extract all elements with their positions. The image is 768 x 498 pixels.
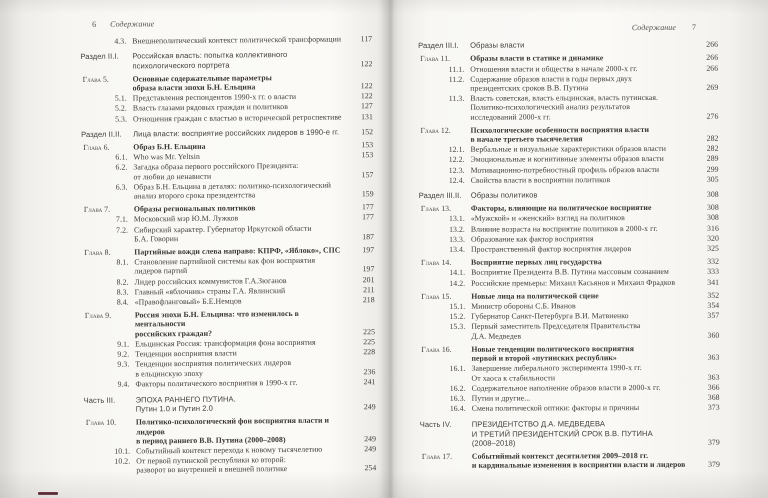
toc-entry-chapter [419, 203, 719, 214]
entry-label: Глава 14. [421, 258, 452, 268]
entry-page-number: 308 [706, 189, 719, 199]
entry-label: 15.1. [449, 301, 466, 311]
toc-entry-sub [419, 311, 719, 322]
entry-title: Лица власти: восприятие российских лидеров в 1990-е гг. [133, 127, 340, 139]
entry-title: Первый заместитель Председателя Правительства Д.А. Медведев [471, 321, 641, 341]
entry-label: Глава 13. [420, 204, 452, 214]
toc-entry-sub [419, 175, 719, 186]
entry-title: Образ Б.Н. Ельцина в деталях: политико-психологический анализ второго срока президентства [133, 180, 332, 201]
entry-title: Новые тенденции политического восприятия первой и второй «путинских республик» [471, 343, 634, 363]
left-page-entries [80, 34, 376, 475]
entry-label: Часть IV. [419, 420, 452, 430]
entry-page-number: 152 [361, 127, 374, 137]
entry-label: 5.3. [115, 114, 127, 124]
entry-label: Глава 8. [84, 247, 111, 258]
toc-entry-section [419, 190, 719, 201]
entry-label: Глава 7. [83, 204, 111, 215]
toc-entry-chapter [83, 308, 375, 338]
left-page-number: 6 [91, 19, 97, 29]
entry-page-number: 159 [361, 189, 374, 199]
entry-page-number: 249 [363, 402, 376, 412]
toc-entry-sub [419, 244, 719, 255]
entry-title: Партийные вожди слева направо: КПРФ, «Яблоко», СПС [134, 245, 341, 257]
entry-title: Становление партийной системы как фон восприятия лидеров партий [134, 256, 316, 276]
toc-entry-sub [82, 223, 374, 244]
entry-page-number: 249 [364, 444, 377, 454]
toc-entry-sub [419, 144, 719, 155]
entry-title: Образование как фактор восприятия [470, 234, 594, 244]
entry-title: Вербальные и визуальные характеристики образов власти [470, 144, 666, 155]
entry-label: 6.2. [115, 162, 128, 173]
entry-page-number: 153 [361, 140, 374, 150]
toc-entry-sub [419, 301, 719, 312]
toc-entry-sub [83, 295, 375, 307]
entry-title: Сибирский характер. Губернатор Иркутской области Б.А. Говорин [133, 223, 312, 244]
entry-title: Российские премьеры: Михаил Касьянов и Михаил Фрадков [471, 277, 676, 288]
entry-title: Россия эпохи Б.Н. Ельцина: что изменилось в ментальности российских граждан? [134, 309, 299, 339]
toc-entry-sub [419, 277, 719, 288]
entry-page-number: 276 [706, 111, 719, 121]
entry-label: 9.2. [117, 349, 130, 359]
entry-title: Внешнеполитический контекст политической трансформации [132, 34, 342, 46]
entry-title: Московский мэр Ю.М. Лужков [133, 213, 239, 224]
entry-label: 12.2. [448, 155, 465, 165]
entry-label: Раздел II.I. [80, 52, 119, 62]
entry-page-number: 305 [706, 174, 719, 184]
entry-title: Содержание образов власти в годы первых двух президентских сроков В.В. Путина [470, 73, 632, 93]
toc-entry-sub [418, 74, 718, 94]
toc-entry-chapter [418, 125, 718, 145]
entry-page-number: 127 [360, 101, 373, 111]
toc-entry-chapter [81, 72, 373, 93]
right-page-entries [418, 40, 720, 470]
entry-title: Образы региональных политиков [133, 203, 256, 214]
page-gutter-shadow [377, 0, 405, 498]
toc-entry-part [420, 419, 720, 448]
toc-entry-sub [81, 161, 373, 182]
toc-entry-sub [420, 382, 720, 393]
entry-title: «Мужской» и «женский» взгляд на политиков [470, 213, 625, 224]
entry-title: Восприятие Президента В.В. Путина массовым сознанием [471, 267, 669, 278]
entry-page-number: 122 [360, 81, 373, 91]
entry-title: Представления респондентов 1990-х гг. о власти [132, 92, 297, 103]
left-header-label: Содержание [110, 19, 155, 29]
entry-page-number: 201 [362, 274, 375, 284]
entry-label: 12.3. [448, 165, 465, 175]
entry-label: 13.4. [449, 244, 466, 254]
entry-page-number: 225 [363, 337, 376, 347]
entry-page-number: 341 [707, 277, 720, 287]
entry-page-number: 316 [707, 223, 719, 233]
entry-title: Власть глазами рядовых граждан и политиков [132, 102, 288, 113]
entry-title: Тенденции восприятия власти [135, 348, 237, 359]
entry-label: 9.4. [117, 379, 130, 389]
entry-page-number: 153 [361, 150, 374, 160]
entry-title: Факторы политического восприятия в 1990-х гг. [135, 377, 298, 389]
entry-title: Восприятие первых лиц государства [471, 257, 602, 268]
entry-title: Путин и другие... [471, 393, 531, 403]
entry-title: Событийный контекст перехода к новому тысячелетию [136, 444, 323, 456]
entry-page-number: 373 [707, 402, 720, 412]
entry-title: Событийный контекст десятилетия 2009–2018 гг. и кардинальные изменения в восприятии власти и лидеров [471, 450, 686, 470]
entry-page-number: 266 [706, 53, 719, 63]
entry-page-number: 282 [706, 133, 719, 143]
entry-page-number: 197 [362, 245, 375, 255]
entry-label: 9.1. [117, 339, 130, 349]
entry-label: Раздел III.I. [418, 41, 459, 51]
entry-title: Политико-психологический фон восприятия власти и лидеров в период раннего В.В. Путина (2000–2008) [135, 415, 330, 446]
toc-entry-sub [420, 403, 720, 414]
entry-label: 11.3. [448, 94, 465, 104]
left-page-header [80, 17, 372, 29]
toc-entry-sub [82, 255, 374, 276]
entry-page-number: 249 [364, 433, 377, 444]
toc-entry-sub [83, 377, 375, 389]
toc-entry-sub [418, 93, 718, 122]
toc-entry-sub [84, 454, 376, 475]
toc-entry-chapter [420, 451, 720, 471]
entry-title: Отношения власти и общества в начале 2000-х гг. [470, 63, 638, 74]
entry-label: 13.1. [448, 214, 465, 224]
toc-entry-chapter [418, 53, 718, 64]
entry-label: Глава 17. [421, 451, 453, 461]
entry-page-number: 368 [707, 392, 720, 402]
entry-title: Министр обороны С.Б. Иванов [471, 301, 576, 311]
toc-entry-sub [419, 154, 719, 165]
entry-label: Глава 6. [83, 142, 110, 153]
entry-page-number: 218 [362, 295, 375, 305]
entry-label: 4.3. [114, 36, 127, 46]
entry-label: 7.1. [115, 215, 128, 225]
right-page-header [418, 23, 718, 34]
entry-title: Власть советская, власть ельцинская, власть путинская. Политико-психологический анализ результатов исследований 2000-х гг. [470, 93, 659, 122]
entry-label: 8.1. [116, 257, 129, 267]
toc-entry-sub [419, 321, 719, 341]
entry-title: От первой путинской республики ко второй: разворот во внутренней и внешней политике [136, 455, 288, 475]
entry-page-number: 308 [706, 213, 719, 223]
entry-label: 12.1. [448, 145, 465, 155]
toc-entry-sub [419, 234, 719, 245]
entry-title: Завершение либерального эксперимента 1990-х гг. От хаоса к стабильности [471, 363, 642, 383]
entry-label: Глава 9. [84, 310, 112, 321]
entry-label: Раздел II.II. [81, 129, 122, 139]
toc-entry-chapter [419, 257, 719, 268]
right-page-number: 7 [691, 22, 697, 32]
right-page [418, 23, 720, 471]
entry-page-number: 266 [706, 39, 719, 49]
entry-page-number: 363 [707, 352, 720, 362]
entry-label: Раздел III.II. [418, 190, 462, 201]
toc-entry-sub [419, 164, 719, 175]
toc-entry-section [418, 40, 718, 51]
entry-page-number: 379 [708, 459, 720, 469]
entry-page-number: 357 [707, 310, 720, 321]
entry-title: Who was Mr. Yeltsin [133, 152, 200, 162]
entry-title: ПРЕЗИДЕНТСТВО Д.А. МЕДВЕДЕВА И ТРЕТИЙ ПРЕЗИДЕНТСКИЙ СРОК В.В. ПУТИНА (2008–2018) [471, 419, 653, 448]
entry-label: 13.3. [449, 234, 465, 244]
entry-label: Глава 15. [421, 291, 452, 301]
entry-page-number: 241 [363, 376, 376, 386]
entry-label: Часть III. [83, 395, 116, 405]
entry-label: 13.2. [449, 224, 465, 234]
toc-entry-sub [80, 34, 372, 46]
entry-title: Эмоциональные и когнитивные элементы образов власти [470, 154, 664, 165]
toc-entry-chapter [84, 415, 376, 445]
entry-page-number: 187 [362, 232, 375, 242]
entry-title: Загадка образа первого российского Президента: от любви до ненависти [133, 161, 299, 182]
entry-page-number: 379 [707, 437, 720, 447]
entry-label: Глава 10. [85, 417, 117, 428]
entry-label: 8.2. [116, 277, 129, 287]
entry-page-number: 157 [361, 169, 374, 179]
entry-label: 16.4. [449, 403, 466, 413]
entry-label: 8.4. [116, 297, 129, 307]
entry-page-number: 325 [707, 243, 720, 253]
toc-entry-part [84, 393, 376, 414]
entry-title: Мотивационно-потребностный профиль образов власти [470, 164, 660, 175]
entry-label: 9.3. [117, 359, 130, 369]
entry-label: Глава 12. [420, 125, 451, 135]
toc-entry-chapter [419, 344, 719, 364]
entry-title: Губернатор Санкт-Петербурга В.И. Матвиенко [471, 311, 629, 322]
entry-page-number: 197 [362, 264, 375, 274]
entry-label: 15.3. [449, 322, 466, 332]
entry-title: Свойства власти в восприятии политиков [470, 175, 611, 185]
entry-page-number: 269 [706, 82, 719, 92]
toc-entry-sub [419, 363, 719, 383]
toc-entry-sub [83, 357, 375, 378]
entry-label: 10.2. [114, 456, 131, 466]
entry-label: 6.1. [115, 152, 128, 162]
entry-page-number: 333 [707, 267, 720, 277]
entry-page-number: 177 [362, 212, 374, 222]
entry-page-number: 299 [706, 164, 719, 174]
entry-label: 16.2. [449, 383, 466, 393]
entry-page-number: 131 [361, 111, 373, 121]
entry-title: Образы политиков [470, 190, 538, 200]
entry-title: Основные содержательные параметры образа власти эпохи Б.Н. Ельцина [132, 72, 272, 93]
entry-title: Новые лица на политической сцене [471, 291, 599, 301]
entry-title: Российская власть: попытка коллективного психологического портрета [132, 50, 288, 71]
entry-label: 11.1. [448, 64, 465, 74]
toc-entry-section [81, 127, 373, 139]
entry-page-number: 254 [364, 463, 377, 473]
entry-page-number: 354 [707, 300, 720, 310]
entry-label: 5.1. [114, 93, 127, 103]
entry-label: 12.4. [448, 175, 465, 185]
entry-page-number: 211 [362, 285, 375, 295]
entry-title: Влияние возраста на восприятие политиков в 2000-х гг. [470, 223, 658, 234]
entry-title: Тенденции восприятия политических лидеров в ельцинскую эпоху [135, 358, 292, 378]
entry-title: Образы власти [470, 40, 525, 50]
book-cover-edge-mark [38, 492, 58, 495]
entry-title: Содержательное наполнение образов власти в 2000-х гг. [471, 382, 661, 393]
entry-label: 16.1. [449, 364, 466, 374]
toc-entry-sub [419, 223, 719, 234]
right-header-label: Содержание [631, 22, 676, 33]
entry-label: 11.2. [448, 74, 465, 84]
toc-entry-chapter [419, 291, 719, 302]
entry-label: 14.2. [449, 278, 466, 288]
entry-title: Образ Б.Н. Ельцина [133, 141, 206, 152]
entry-page-number: 225 [363, 326, 376, 336]
entry-label: 10.1. [114, 446, 131, 456]
entry-page-number: 360 [707, 330, 720, 340]
entry-page-number: 122 [360, 58, 373, 68]
entry-page-number: 308 [706, 202, 719, 212]
entry-page-number: 282 [706, 143, 719, 153]
entry-page-number: 363 [707, 372, 720, 382]
entry-label: 6.3. [115, 182, 128, 192]
entry-title: Образы власти в статике и динамике [470, 53, 604, 64]
entry-label: Глава 16. [421, 344, 452, 354]
toc-entry-section [80, 50, 372, 71]
toc-entry-sub [419, 267, 719, 278]
entry-label: 16.3. [449, 393, 466, 403]
entry-title: Факторы, влияющие на политическое восприятие [470, 203, 652, 214]
entry-title: Лидер российских коммунистов Г.А.Зюганов [134, 275, 287, 287]
entry-page-number: 366 [707, 382, 720, 392]
entry-title: «Правофланговый» Б.Е.Немцов [134, 296, 242, 307]
entry-page-number: 177 [361, 202, 374, 212]
entry-label: 5.2. [114, 103, 127, 114]
entry-label: 7.2. [116, 225, 129, 235]
entry-title: Смена политической оптики: факторы и причины [471, 403, 640, 413]
entry-title: ЭПОХА РАННЕГО ПУТИНА. Путин 1.0 и Путин 2.0 [135, 394, 236, 414]
entry-title: Ельцинская Россия: трансформация фона восприятия [135, 337, 316, 349]
entry-label: 8.3. [116, 287, 129, 297]
entry-page-number: 352 [707, 290, 720, 300]
entry-page-number: 266 [706, 63, 719, 73]
toc-entry-sub [418, 63, 718, 74]
entry-label: 14.1. [449, 268, 466, 278]
entry-title: Пространственный фактор восприятия лидеров [470, 244, 632, 254]
entry-page-number: 236 [363, 366, 376, 376]
entry-page-number: 122 [360, 91, 373, 101]
toc-entry-sub [82, 180, 374, 201]
entry-label: Глава 11. [420, 54, 451, 64]
entry-title: Главный «яблочник» страны Г.А. Явлинский [134, 285, 286, 297]
toc-entry-sub [81, 112, 373, 124]
entry-page-number: 289 [706, 154, 719, 164]
entry-page-number: 320 [707, 233, 719, 243]
entry-label: Глава 5. [82, 74, 109, 84]
entry-title: Психологические особенности восприятия власти в начале третьего тысячелетия [470, 124, 650, 144]
left-page [80, 17, 376, 475]
toc-entry-sub [419, 213, 719, 224]
entry-page-number: 332 [707, 256, 720, 267]
toc-entry-sub [420, 393, 720, 404]
entry-page-number: 117 [360, 34, 373, 44]
entry-title: Отношения граждан с властью в исторической ретроспективе [132, 112, 342, 124]
entry-page-number: 228 [363, 347, 376, 357]
entry-label: 15.2. [449, 312, 466, 322]
